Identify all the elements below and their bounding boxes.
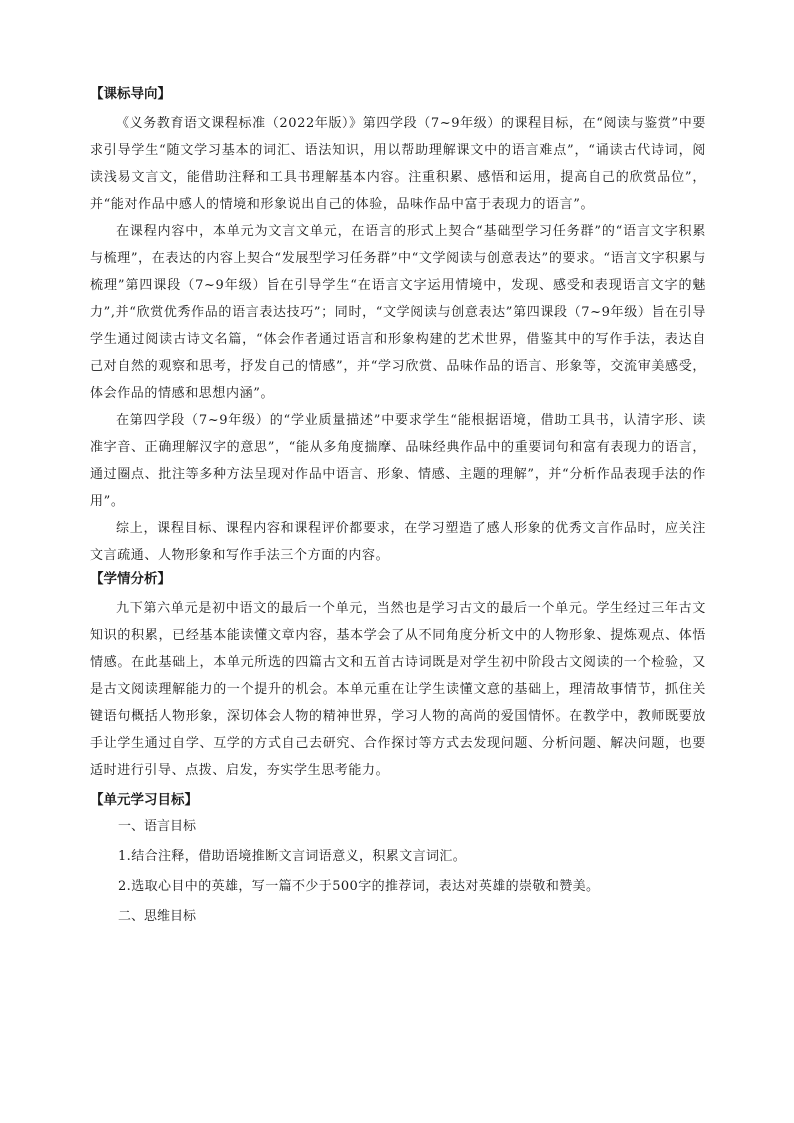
standards-paragraph-3: 在第四学段（7~9年级）的“学业质量描述”中要求学生“能根据语境，借助工具书，认清字形、读准字音、正确理解汉字的意思”，“能从多角度揣摩、品味经典作品中的重要词句和富有表现力的语言，通过圈点、批注等多种方法呈现对作品中语言、形象、情感、主题的理解”，并“分析作品表现手法的作用”。 — [90, 413, 706, 509]
document-body — [90, 84, 706, 932]
section-heading-analysis: 【学情分析】 — [90, 571, 171, 587]
standards-paragraph-2: 在课程内容中，本单元为文言文单元，在语言的形式上契合“基础型学习任务群”的“语言文字积累与梳理”，在表达的内容上契合“发展型学习任务群”中“文学阅读与创意表达”的要求。“语言文字积累与梳理”第四课段（7~9年级）旨在引导学生“在语言文字运用情境中，发现、感受和表现语言文字的魅力”,并“欣赏优秀作品的语言表达技巧”；同时，“文学阅读与创意表达”第四课段（7~9年级）旨在引导学生通过阅读古诗文名篇，“体会作者通过语言和形象构建的艺术世界，借鉴其中的写作手法，表达自己对自然的观察和思考，抒发自己的情感”，并“学习欣赏、品味作品的语言、形象等，交流审美感受，体会作品的情感和思想内涵”。 — [90, 224, 706, 401]
goals-section — [90, 812, 706, 932]
analysis-paragraph-1: 九下第六单元是初中语文的最后一个单元，当然也是学习古文的最后一个单元。学生经过三年古文知识的积累，已经基本能读懂文章内容，基本学会了从不同角度分析文中的人物形象、提炼观点、体悟情感。在此基础上，本单元所选的四篇古文和五首古诗词既是对学生初中阶段古文阅读的一个检验，又是古文阅读理解能力的一个提升的机会。本单元重在让学生读懂文意的基础上，理清故事情节，抓住关键语句概括人物形象，深切体会人物的精神世界，学习人物的高尚的爱国情怀。在教学中，教师既要放手让学生通过自学、互学的方式自己去研究、合作探讨等方式去发现问题、分析问题、解决问题，也要适时进行引导、点拨、启发，夯实学生思考能力。 — [90, 601, 706, 778]
section-heading-goals: 【单元学习目标】 — [90, 792, 198, 808]
standards-section — [90, 110, 706, 569]
goal-language-item-2: 2.选取心目中的英雄，写一篇不少于500字的推荐词，表达对英雄的崇敬和赞美。 — [118, 879, 600, 894]
goal-thinking-title: 二、思维目标 — [118, 909, 197, 924]
goal-language-title: 一、语言目标 — [118, 819, 197, 834]
standards-paragraph-4: 综上，课程目标、课程内容和课程评价都要求，在学习塑造了感人形象的优秀文言作品时，应关注文言疏通、人物形象和写作手法三个方面的内容。 — [90, 521, 706, 563]
goal-language-item-1: 1.结合注释，借助语境推断文言词语意义，积累文言词汇。 — [118, 849, 467, 864]
section-heading-standards: 【课标导向】 — [90, 86, 171, 102]
standards-paragraph-1: 《义务教育语文课程标准（2022年版）》第四学段（7~9年级）的课程目标，在“阅读与鉴赏”中要求引导学生“随文学习基本的词汇、语法知识，用以帮助理解课文中的语言难点”，“诵读古代诗词，阅读浅易文言文，能借助注释和工具书理解基本内容。注重积累、感悟和运用，提高自己的欣赏品位”，并“能对作品中感人的情境和形象说出自己的体验，品味作品中富于表现力的语言”。 — [90, 116, 706, 212]
analysis-section — [90, 595, 706, 784]
